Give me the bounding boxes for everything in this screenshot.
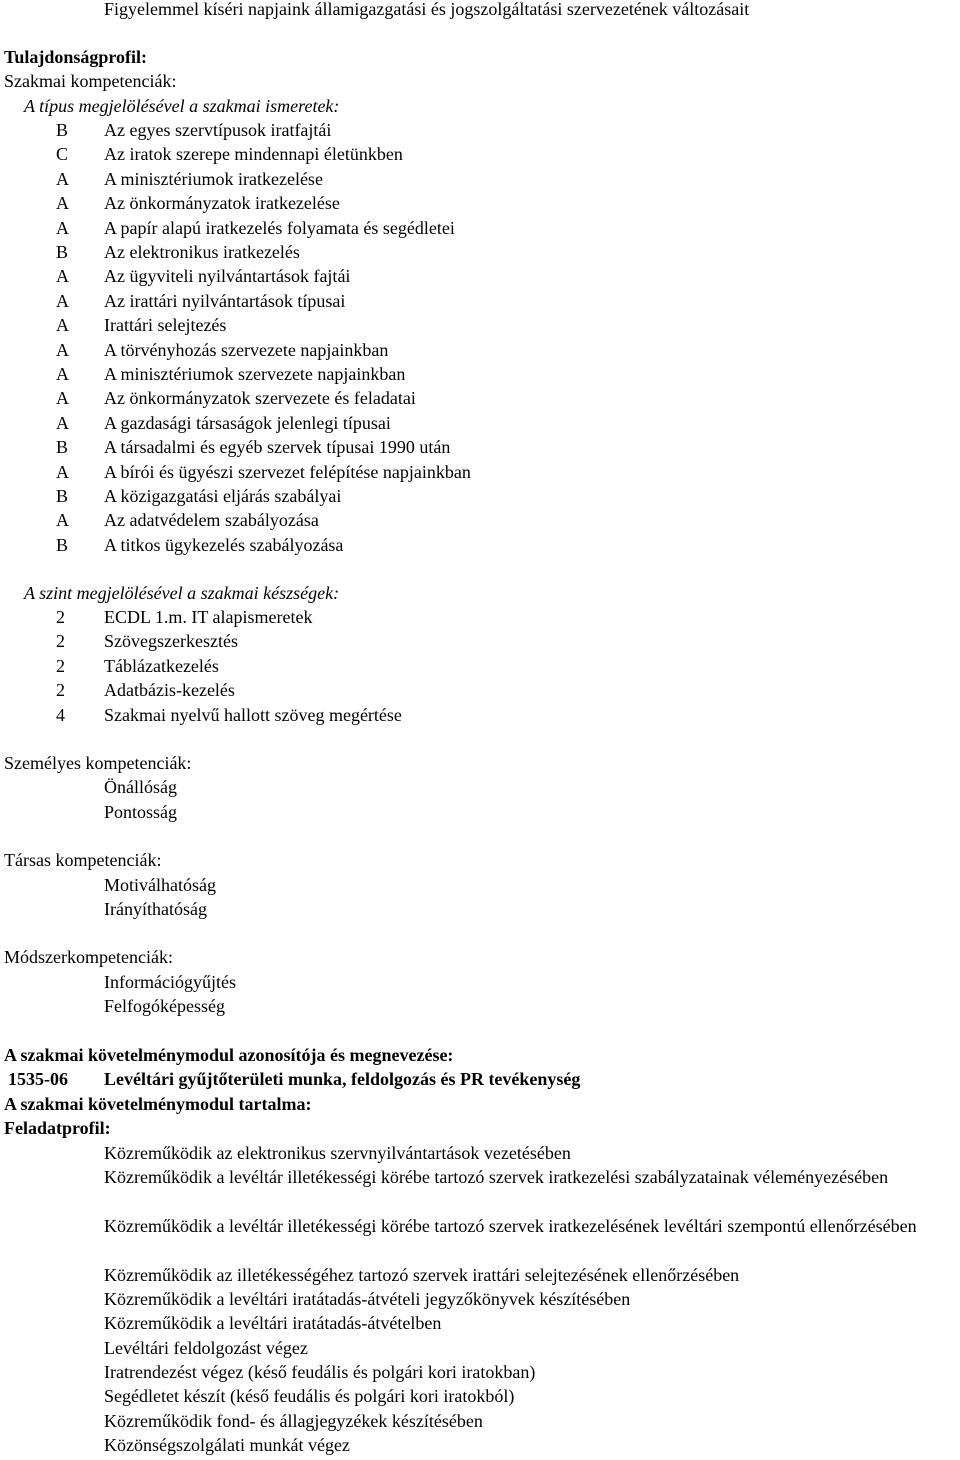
ismeret-type-code: A	[56, 290, 69, 311]
ismeret-row	[0, 313, 960, 337]
keszseg-text: Táblázatkezelés	[104, 655, 219, 676]
keszseg-level: 4	[56, 704, 65, 725]
ismeret-text: Irattári selejtezés	[104, 315, 227, 336]
feladat-item: Segédletet készít (késő feudális és polgári kori iratokból)	[104, 1386, 515, 1406]
szint-heading: A szint megjelölésével a szakmai készségek:	[24, 583, 340, 603]
feladat-item: Iratrendezést végez (késő feudális és polgári kori iratokban)	[104, 1362, 536, 1382]
ismeret-type-code: A	[56, 266, 69, 287]
ismeret-type-code: A	[56, 217, 69, 238]
feladat-item: Közönségszolgálati munkát végez	[104, 1435, 350, 1455]
ismeret-text: Az irattári nyilvántartások típusai	[104, 290, 346, 311]
ismeret-type-code: B	[56, 486, 69, 506]
ismeret-text: Az iratok szerepe mindennapi életünkben	[104, 144, 403, 165]
ismeret-row	[0, 191, 960, 215]
keszseg-text: Adatbázis-kezelés	[104, 680, 235, 701]
ismeret-text: A közigazgatási eljárás szabályai	[104, 486, 342, 506]
page-header: Figyelemmel kíséri napjaink államigazgatási és jogszolgáltatási szervezetének változásait	[104, 0, 750, 19]
ismeret-row	[0, 460, 960, 484]
ismeret-row	[0, 240, 960, 264]
ismeret-row	[0, 533, 960, 557]
ismeret-row	[0, 167, 960, 191]
ismeret-type-code: A	[56, 168, 69, 189]
modul-tartalma-heading: A szakmai követelménymodul tartalma:	[4, 1094, 312, 1114]
ismeret-type-code: A	[56, 388, 69, 409]
ismeret-type-code: B	[56, 437, 69, 458]
ismeret-text: Az ügyviteli nyilvántartások fajtái	[104, 266, 351, 287]
ismeret-type-code: B	[56, 242, 69, 262]
ismeret-row	[0, 118, 960, 142]
ismeret-row	[0, 142, 960, 166]
keszseg-row	[0, 678, 960, 702]
keszseg-level: 2	[56, 607, 65, 627]
feladat-item: Közreműködik a levéltári iratátadás-átvételben	[104, 1313, 442, 1333]
ismeret-type-code: A	[56, 339, 69, 360]
keszseg-row	[0, 654, 960, 678]
keszseg-row	[0, 605, 960, 629]
keszseg-level: 2	[56, 631, 65, 652]
ismeret-row	[0, 411, 960, 435]
tulajdonsagprofil-heading: Tulajdonságprofil:	[4, 47, 148, 67]
ismeret-row	[0, 338, 960, 362]
tarsas-heading: Társas kompetenciák:	[4, 850, 162, 870]
ismeret-row	[0, 508, 960, 532]
ismeret-text: Az adatvédelem szabályozása	[104, 510, 319, 531]
szemelyes-heading: Személyes kompetenciák:	[4, 753, 192, 773]
ismeret-text: Az önkormányzatok iratkezelése	[104, 193, 340, 214]
ismeret-row	[0, 289, 960, 313]
feladat-item: Közreműködik a levéltári iratátadás-átvételi jegyzőkönyvek készítésében	[104, 1289, 631, 1309]
keszseg-row	[0, 629, 960, 653]
ismeret-type-code: A	[56, 193, 69, 214]
ismeret-text: A papír alapú iratkezelés folyamata és segédletei	[104, 217, 455, 238]
feladat-item: Levéltári feldolgozást végez	[104, 1338, 308, 1358]
ismeret-text: A titkos ügykezelés szabályozása	[104, 534, 344, 555]
feladatprofil-heading: Feladatprofil:	[4, 1118, 111, 1138]
keszseg-text: Szakmai nyelvű hallott szöveg megértése	[104, 704, 402, 725]
modul-row	[0, 1067, 960, 1091]
feladat-item: Közreműködik a levéltár illetékességi körébe tartozó szervek iratkezelésének levéltári szempontú ellenőrzésében	[104, 1216, 917, 1236]
keszseg-level: 2	[56, 655, 65, 676]
szemelyes-item: Önállóság	[104, 777, 177, 797]
tarsas-item: Irányíthatóság	[104, 899, 207, 919]
feladat-item: Közreműködik fond- és állagjegyzékek készítésében	[104, 1411, 483, 1431]
modszer-item: Felfogóképesség	[104, 996, 225, 1016]
ismeret-row	[0, 484, 960, 508]
ismeret-type-code: B	[56, 120, 69, 140]
szakmai-kompetenciak-heading: Szakmai kompetenciák:	[4, 71, 177, 91]
ismeret-text: A törvényhozás szervezete napjainkban	[104, 339, 389, 360]
keszseg-level: 2	[56, 680, 65, 701]
ismeret-row	[0, 362, 960, 386]
modul-name: Levéltári gyűjtőterületi munka, feldolgozás és PR tevékenység	[104, 1069, 581, 1089]
ismeret-type-code: A	[56, 364, 69, 384]
ismeret-row	[0, 386, 960, 410]
ismeret-text: A gazdasági társaságok jelenlegi típusai	[104, 412, 391, 433]
ismeret-type-code: B	[56, 534, 69, 555]
ismeret-type-code: A	[56, 315, 69, 336]
keszseg-row	[0, 703, 960, 727]
ismeret-type-code: A	[56, 461, 69, 482]
feladat-item: Közreműködik az illetékességéhez tartozó szervek irattári selejtezésének ellenőrzésében	[104, 1265, 740, 1285]
modszer-item: Információgyűjtés	[104, 972, 236, 992]
ismeret-text: A társadalmi és egyéb szervek típusai 1990 után	[104, 437, 451, 458]
modul-code: 1535-06	[8, 1069, 68, 1089]
ismeret-type-code: C	[56, 144, 69, 165]
keszseg-text: ECDL 1.m. IT alapismeretek	[104, 607, 313, 627]
modszer-heading: Módszerkompetenciák:	[4, 947, 173, 967]
ismeret-text: Az egyes szervtípusok iratfajtái	[104, 120, 332, 140]
ismeret-type-code: A	[56, 412, 69, 433]
ismeret-type-code: A	[56, 510, 69, 531]
ismeret-row	[0, 264, 960, 288]
tipus-heading: A típus megjelölésével a szakmai ismeretek:	[24, 96, 340, 116]
ismeret-row	[0, 216, 960, 240]
ismeret-row	[0, 435, 960, 459]
ismeret-text: A minisztériumok iratkezelése	[104, 168, 323, 189]
feladat-item: Közreműködik az elektronikus szervnyilvántartások vezetésében	[104, 1143, 571, 1163]
ismeret-text: A minisztériumok szervezete napjainkban	[104, 364, 406, 384]
keszseg-text: Szövegszerkesztés	[104, 631, 238, 652]
ismeret-text: Az önkormányzatok szervezete és feladatai	[104, 388, 416, 409]
tarsas-item: Motiválhatóság	[104, 875, 216, 895]
ismeret-text: Az elektronikus iratkezelés	[104, 242, 300, 262]
ismeret-text: A bírói és ügyészi szervezet felépítése napjainkban	[104, 461, 471, 482]
modul-azonosito-heading: A szakmai követelménymodul azonosítója és megnevezése:	[4, 1045, 454, 1065]
szemelyes-item: Pontosság	[104, 802, 178, 822]
feladat-item: Közreműködik a levéltár illetékességi körébe tartozó szervek iratkezelési szabályzatainak véleményezésében	[104, 1167, 889, 1187]
